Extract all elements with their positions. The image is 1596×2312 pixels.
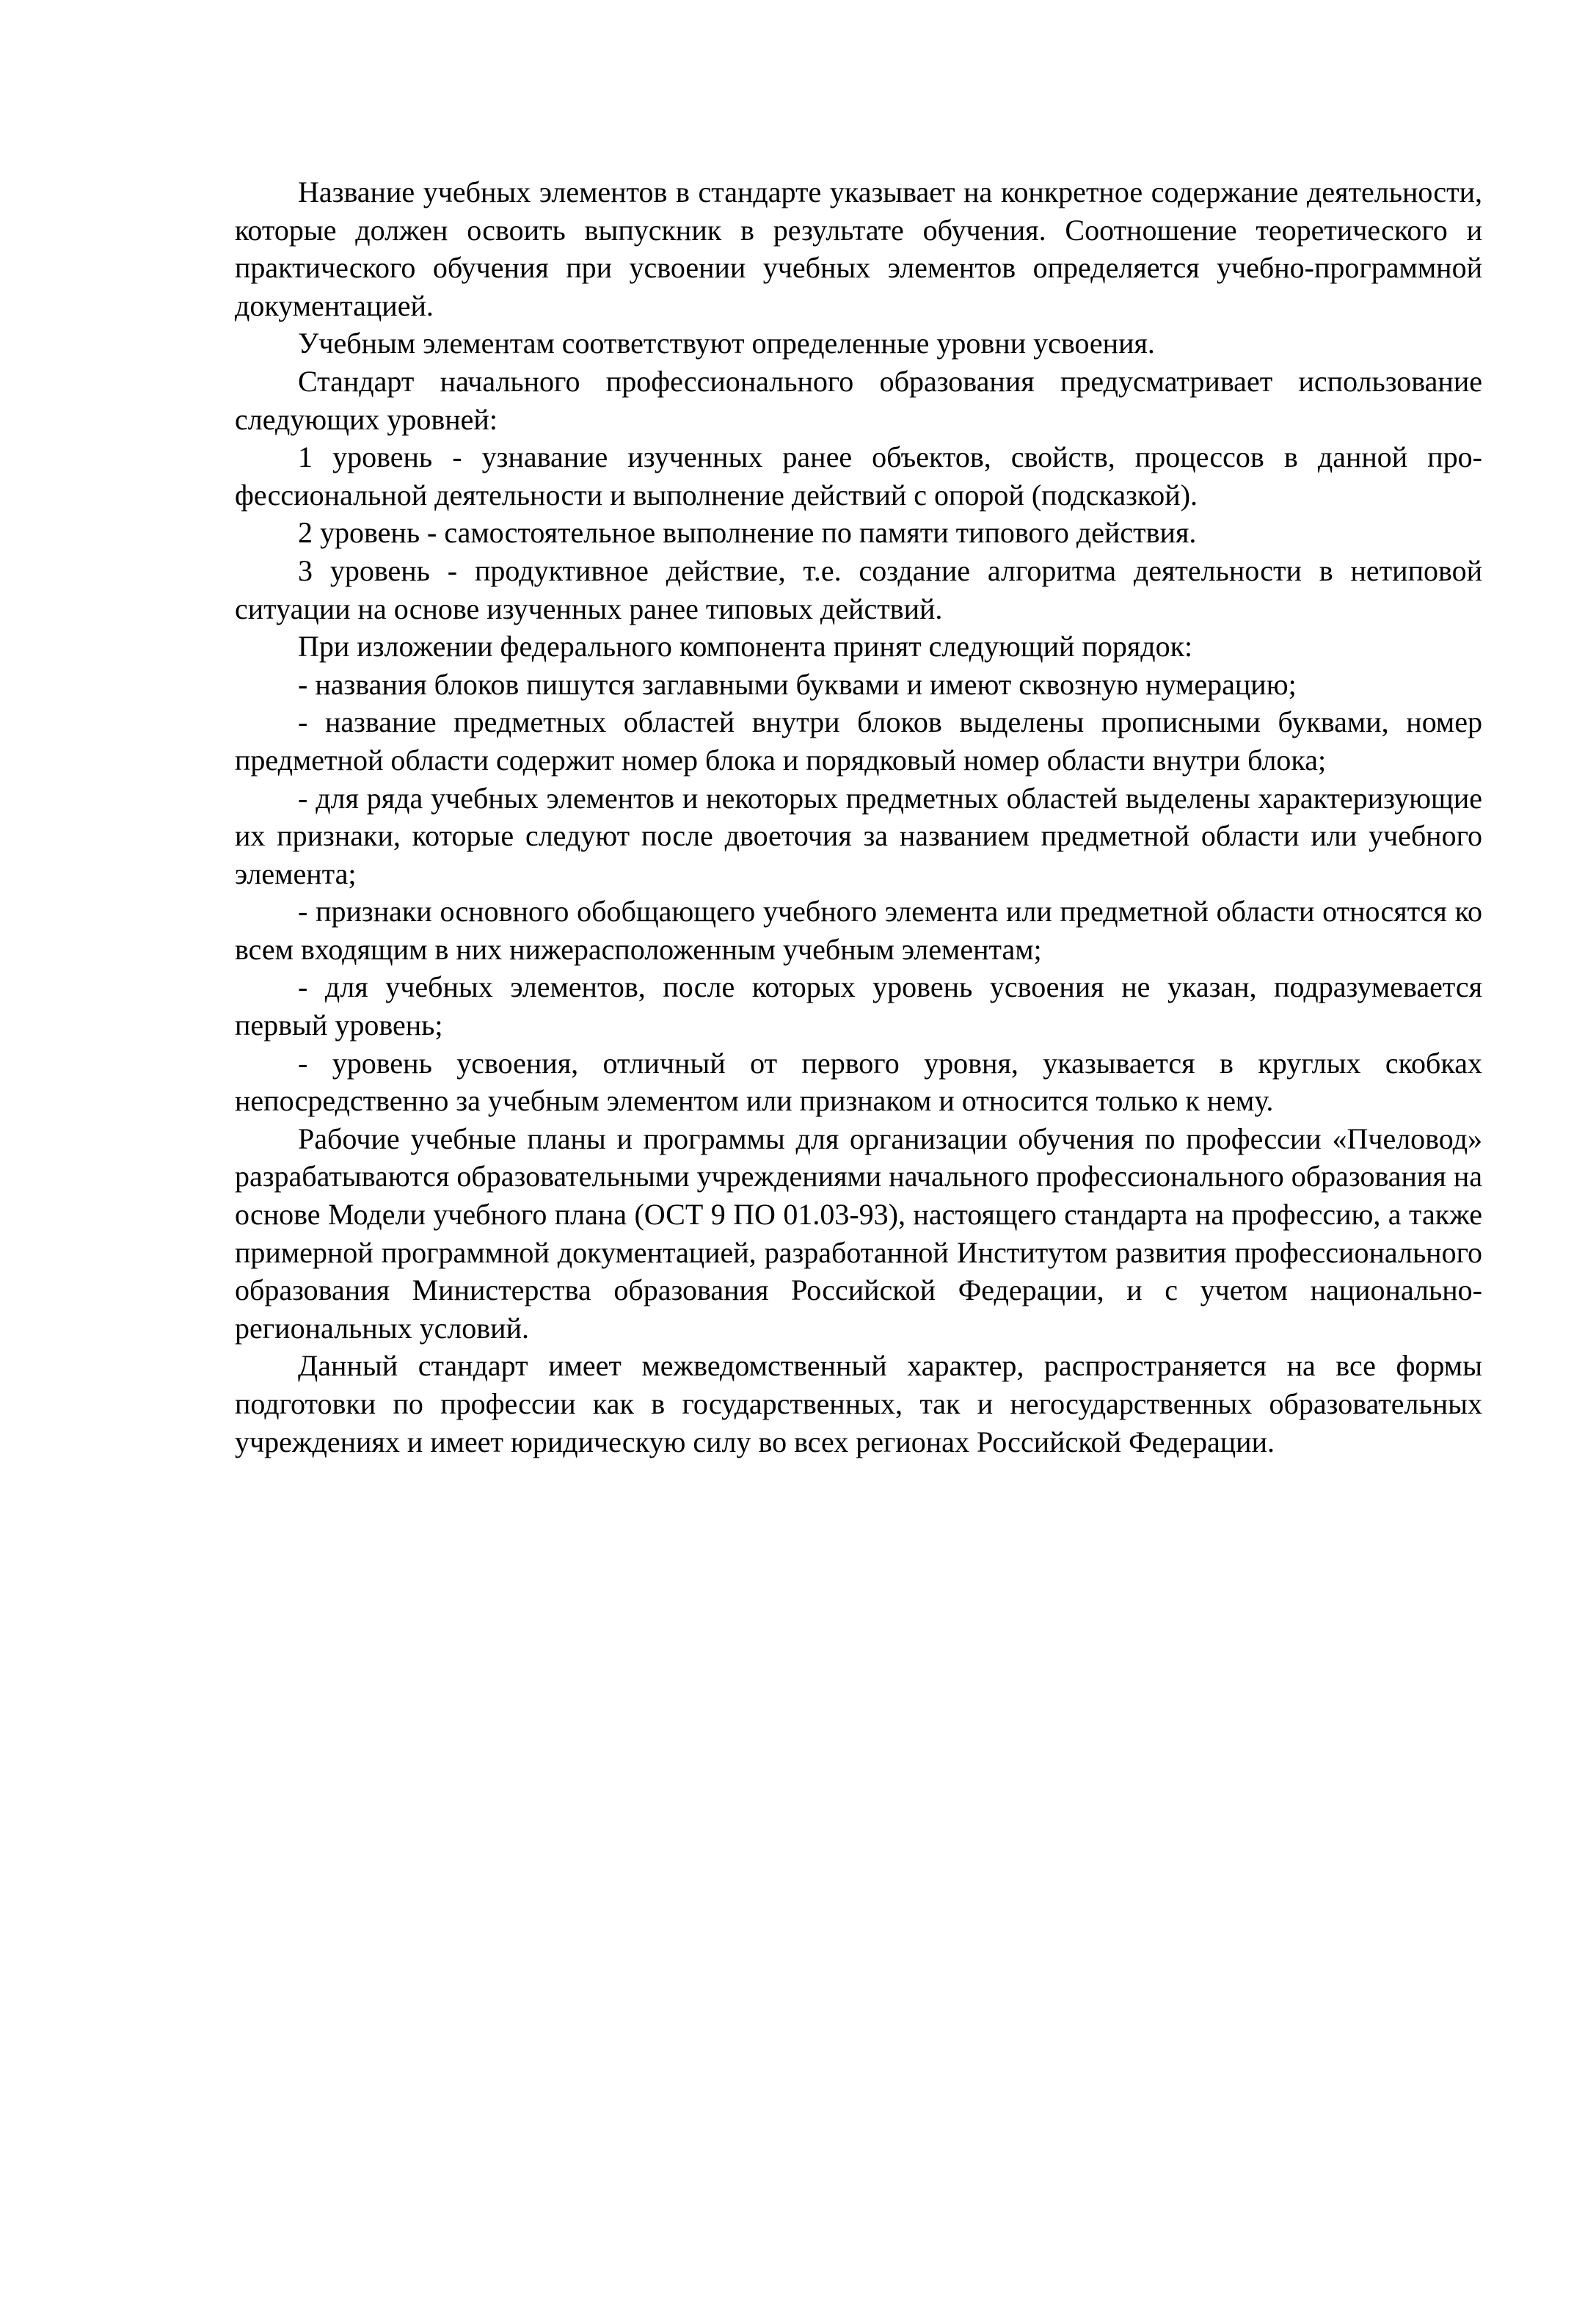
paragraph-7: При изложении федерального компонента принят следующий порядок: bbox=[298, 630, 1193, 664]
paragraph-6: 3 уровень - продуктивное действие, т.е. создание алгоритма деятельности в нетиповой ситуации на основе изученных ранее типовых действий. bbox=[235, 553, 1482, 625]
paragraph-9: Данный стандарт имеет межведомственный характер, распространяется на все формы подготовки по профессии как в государственных, так и негосударственных образовательных учреждениях и имеет юридическую силу во всех регионах Российской Федерации. bbox=[235, 1349, 1482, 1458]
paragraph-3: Стандарт начального профессионального образования предусматривает использование следующих уровней: bbox=[235, 364, 1482, 436]
paragraph-5: 2 уровень - самостоятельное выполнение по памяти типового действия. bbox=[298, 516, 1197, 550]
list-item-4: - признаки основного обобщающего учебного элемента или предметной области относятся ко всем входящим в них нижерасположенным учебным элементам; bbox=[235, 895, 1482, 966]
paragraph-1: Название учебных элементов в стандарте указывает на конкретное содержание деятельности, которые должен освоить выпускник в результате обучения. Соотношение теоретического и практического обучения при усвоении учебных элементов определяется учебно-программной документацией. bbox=[235, 175, 1482, 322]
paragraph-8: Рабочие учебные планы и программы для организации обучения по профессии «Пчеловод» разрабатываются образовательными учреждениями начального профессионального образования на основе Модели учебного плана (ОСТ 9 ПО 01.03-93), настоящего стандарта на профессию, а также примерной программной документацией, разработанной Институтом развития профессионального образования Министерства образования Российской Федерации, и с учетом национально-региональных условий. bbox=[235, 1122, 1482, 1345]
body-text bbox=[235, 173, 1482, 1461]
list-item-5: - для учебных элементов, после которых уровень усвоения не указан, подразумевается первый уровень; bbox=[235, 970, 1482, 1042]
list-item-6: - уровень усвоения, отличный от первого уровня, указывается в круглых скобках непосредственно за учебным элементом или признаком и относится только к нему. bbox=[235, 1046, 1482, 1118]
list-item-2: - название предметных областей внутри блоков выделены прописными буквами, номер предметной области содержит номер блока и порядковый номер области внутри блока; bbox=[235, 705, 1482, 777]
list-item-3: - для ряда учебных элементов и некоторых предметных областей выделены характеризующие их признаки, которые следуют после двоеточия за названием предметной области или учебного элемента; bbox=[235, 781, 1482, 890]
paragraph-2: Учебным элементам соответствуют определенные уровни усвоения. bbox=[298, 327, 1155, 360]
list-item-1: - названия блоков пишутся заглавными буквами и имеют сквозную нумерацию; bbox=[298, 667, 1297, 701]
paragraph-4: 1 уровень - узнавание изученных ранее объектов, свойств, процессов в данной профессиональной деятельности и выполнение действий с опорой (подсказкой). bbox=[235, 440, 1482, 512]
